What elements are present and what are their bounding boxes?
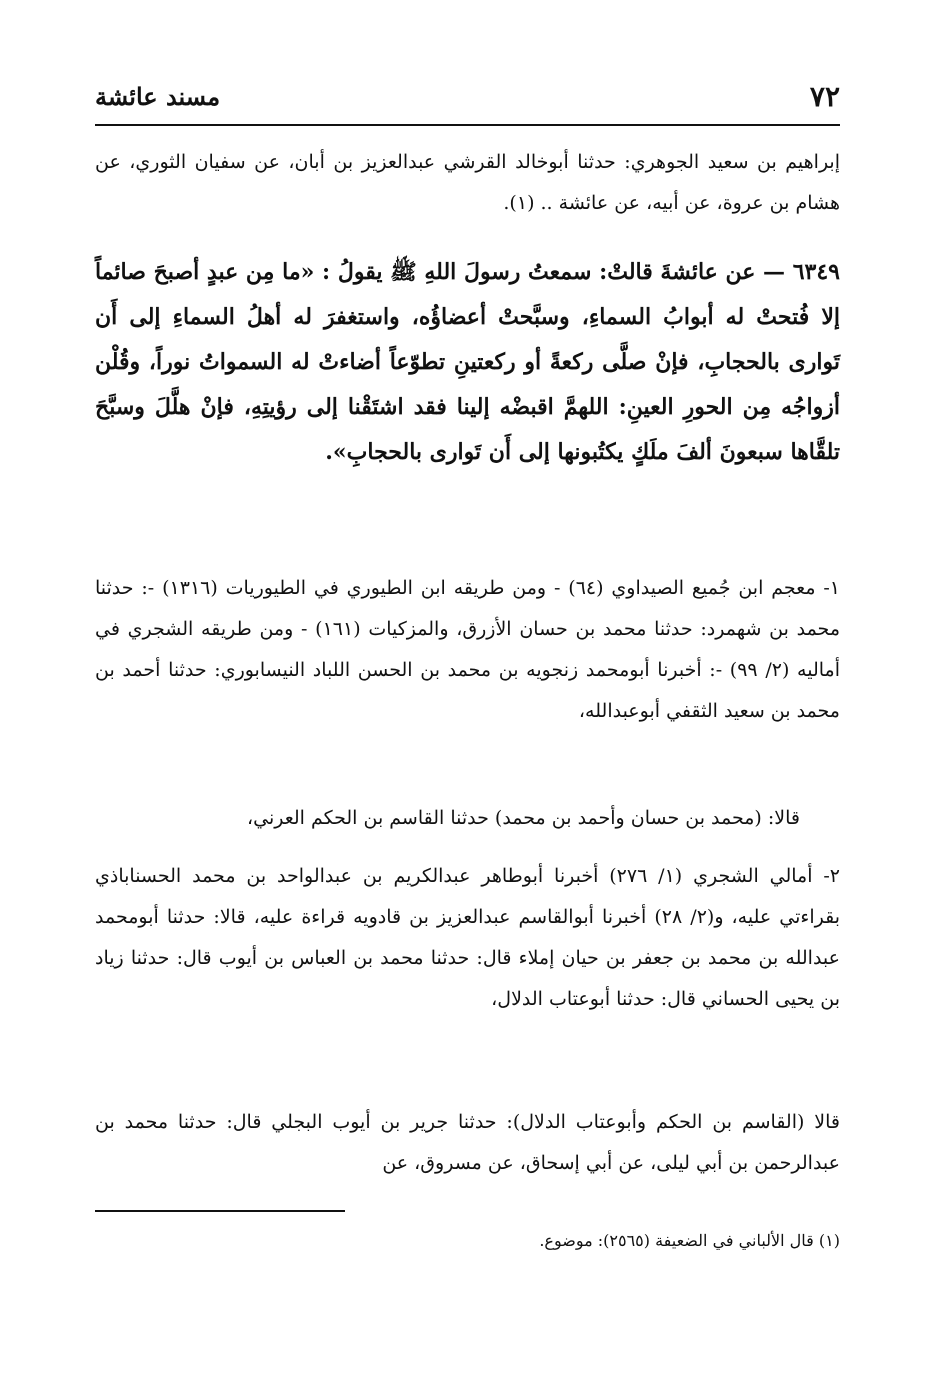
hadith-paragraph: [95, 250, 840, 475]
page-number: ٧٢: [809, 79, 840, 113]
source-paragraph-1: ١- معجم ابن جُميع الصيداوي (٦٤) - ومن طريقه ابن الطيوري في الطيوريات (١٣١٦) -: حدثنا محمد بن شهمرد: حدثنا محمد بن حسان الأزرق، والمزكيات (١٦١) - ومن طريقه الشجري في أماليه (٢/ ٩٩) -: أخبرنا أبومحمد زنجويه بن محمد بن الحسن اللباد النيسابوري: حدثنا أحمد بن محمد بن سعيد الثقفي أبوعبدالله،: [95, 577, 841, 722]
header-rule: [95, 124, 840, 126]
isnad-continuation-paragraph: إبراهيم بن سعيد الجوهري: حدثنا أبوخالد القرشي عبدالعزيز بن أبان، عن سفيان الثوري، عن هشام بن عروة، عن أبيه، عن عائشة .. (١).: [95, 151, 840, 214]
book-page: [95, 70, 840, 1330]
footnote: (١) قال الألباني في الضعيفة (٢٥٦٥): موضوع.: [539, 1231, 840, 1250]
hadith-text: — عن عائشةَ قالتْ: سمعتُ رسولَ اللهِ ﷺ يقولُ : «ما مِن عبدٍ أصبحَ صائماً إلا فُتحتْ له أبوابُ السماءِ، وسبَّحتْ أعضاؤُه، واستغفرَ له أهلُ السماءِ إلى أَن تَوارى بالحجابِ، فإنْ صلَّى ركعةً أو ركعتينِ تطوّعاً أضاءتْ له السمواتُ نوراً، وقُلْن أزواجُه مِن الحورِ العينِ: اللهمَّ اقبضْه إلينا فقد اشتَقْنا إلى رؤيتِهِ، فإنْ هلَّلَ وسبَّحَ تلقَّاها سبعونَ ألفَ ملَكٍ يكتُبونها إلى أَن تَوارى بالحجابِ».: [95, 259, 840, 465]
source-paragraph-4: قالا (القاسم بن الحكم وأبوعتاب الدلال): حدثنا جرير بن أيوب البجلي قال: حدثنا محمد بن عبدالرحمن بن أبي ليلى، عن أبي إسحاق، عن مسروق، عن: [95, 1111, 840, 1174]
hadith-number: ٦٣٤٩: [792, 259, 840, 285]
source-paragraph-2: قالا: (محمد بن حسان وأحمد بن محمد) حدثنا القاسم بن الحكم العرني،: [246, 807, 800, 829]
source-paragraph-3: ٢- أمالي الشجري (١/ ٢٧٦) أخبرنا أبوطاهر عبدالكريم بن عبدالواحد بن محمد الحسناباذي بقراءتي عليه، و(٢/ ٢٨) أخبرنا أبوالقاسم عبدالعزيز بن قادويه قراءة عليه، قالا: حدثنا أبومحمد عبدالله بن محمد بن جعفر بن حيان إملاء قال: حدثنا محمد بن العباس بن أيوب قال: حدثنا زياد بن يحيى الحساني قال: حدثنا أبوعتاب الدلال،: [95, 865, 841, 1010]
footnote-rule: [95, 1210, 345, 1212]
page-header: [95, 70, 840, 122]
running-title: مسند عائشة: [95, 81, 221, 111]
